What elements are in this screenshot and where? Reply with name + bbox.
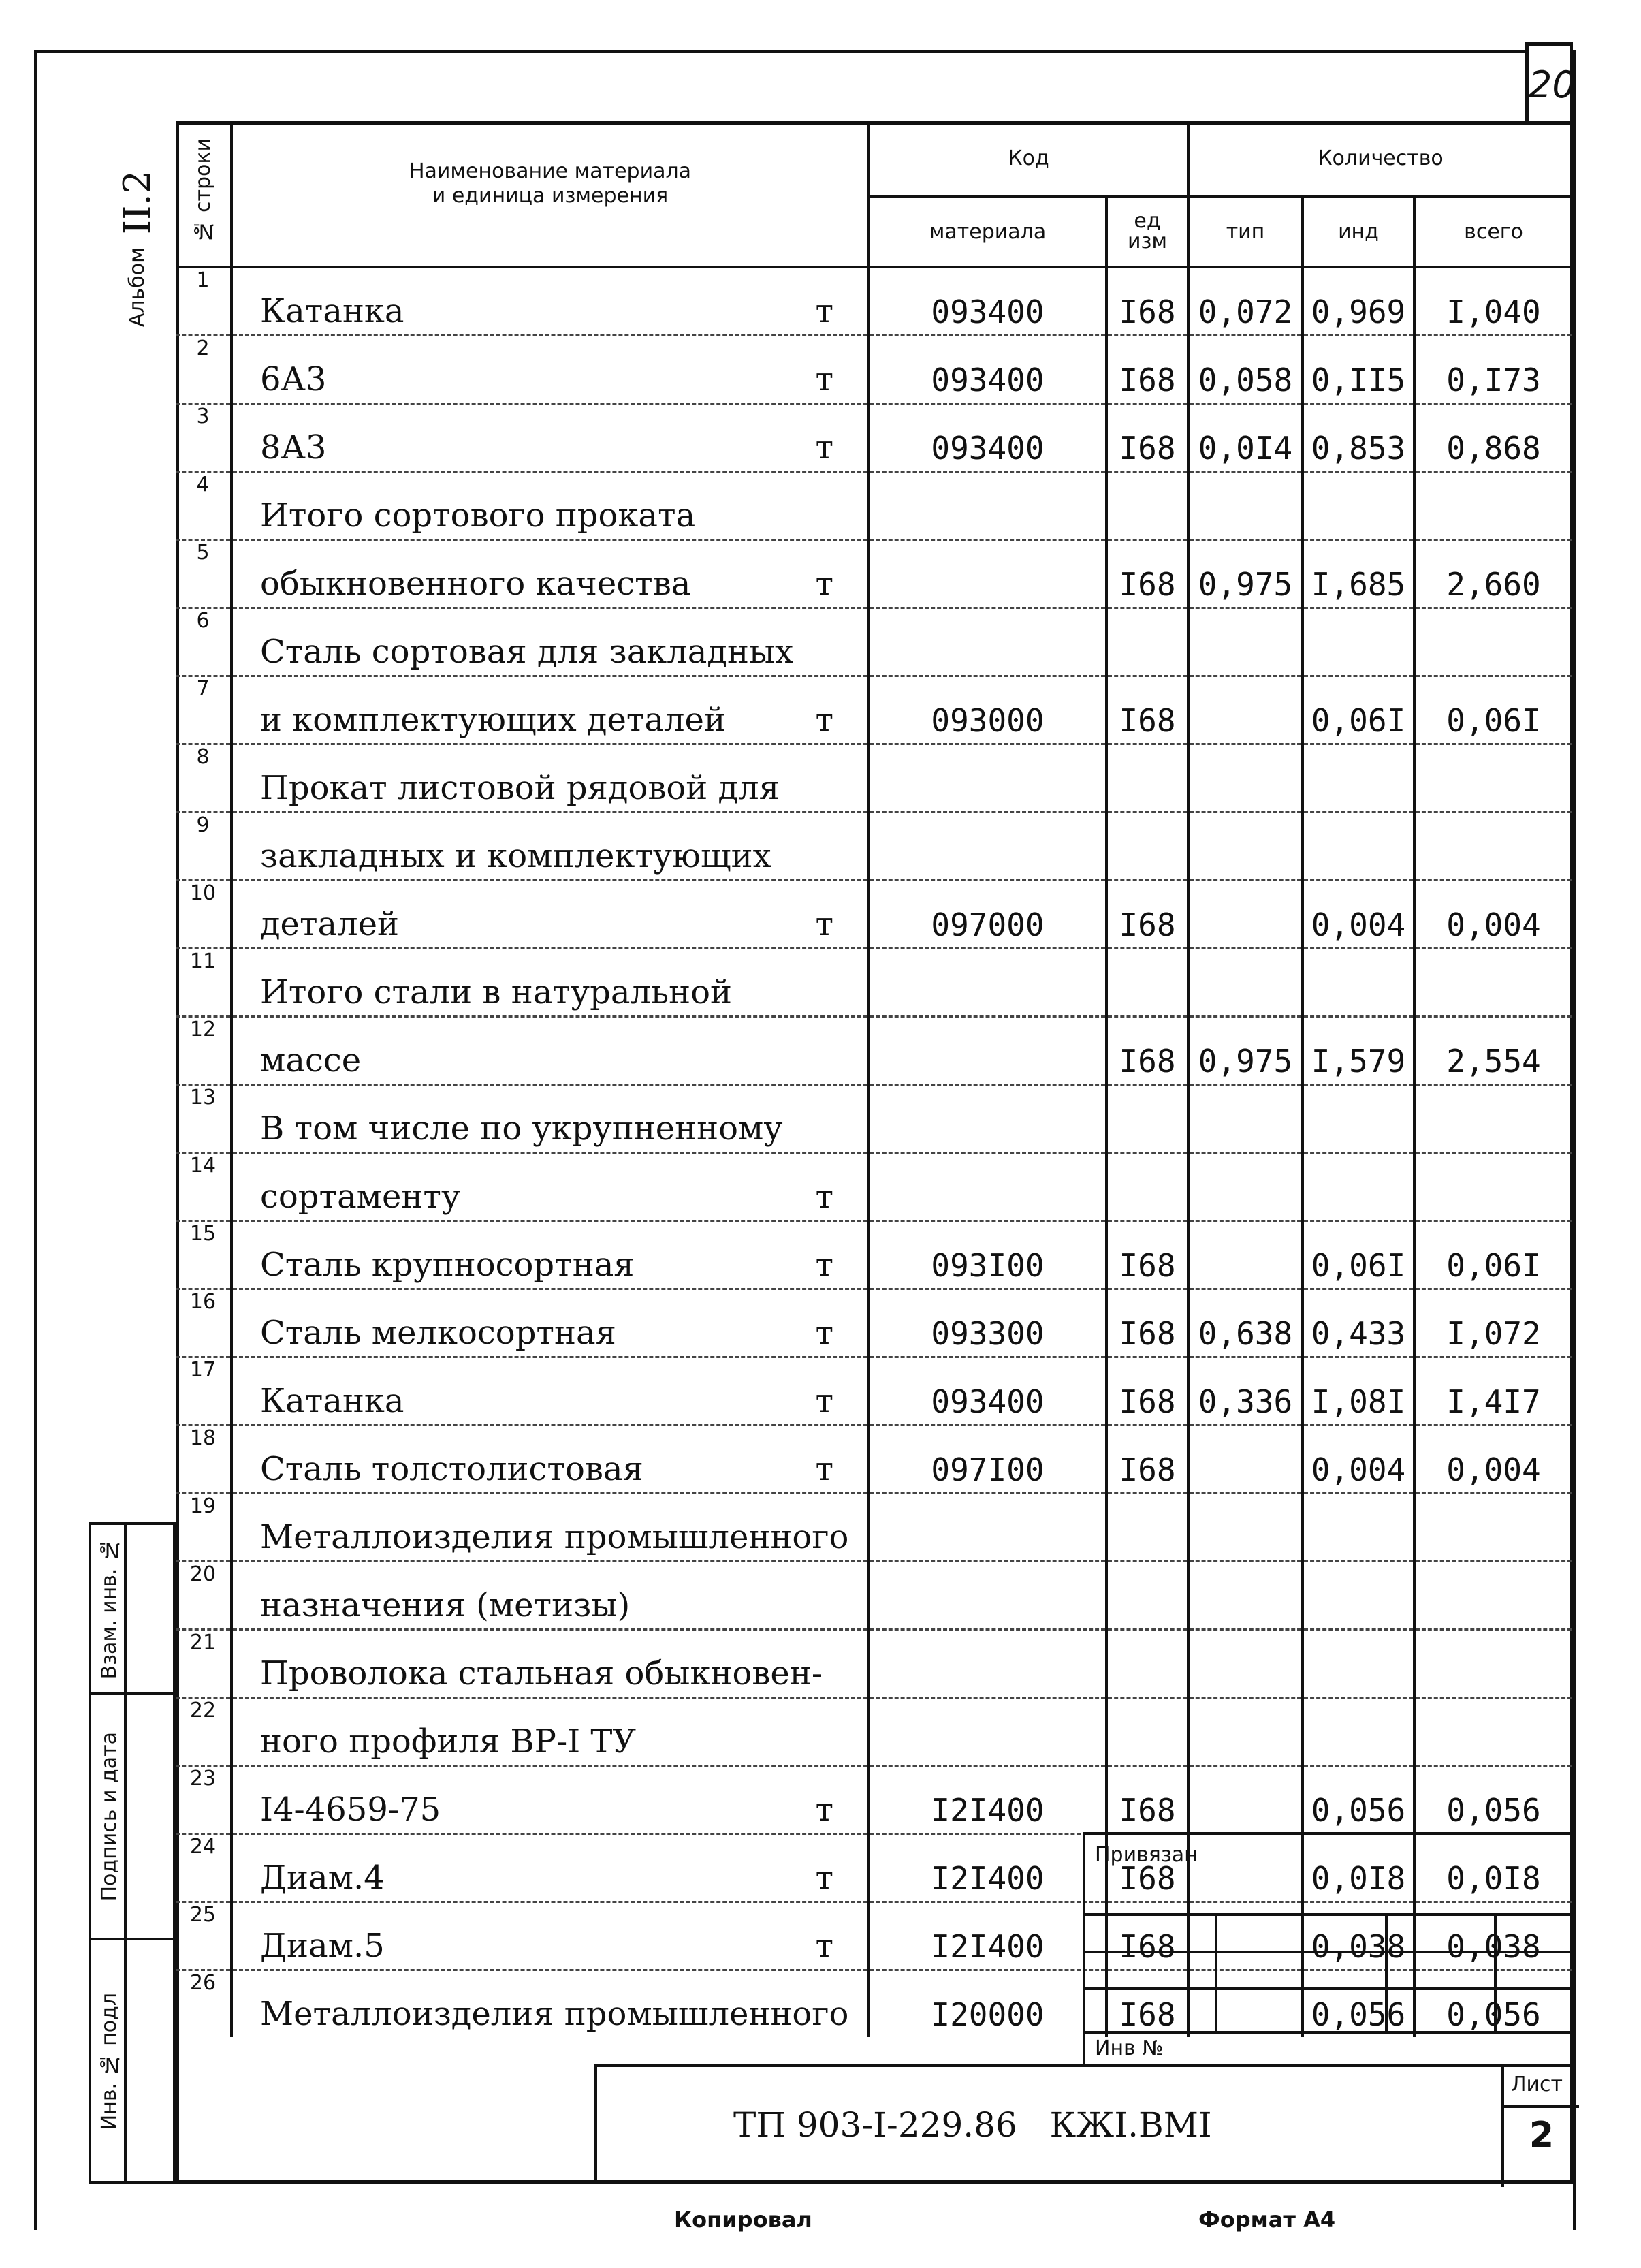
material-unit: т [815,1859,833,1897]
table-row [176,676,1573,744]
unit-code [1106,1494,1188,1562]
material-code: 093400 [869,336,1106,404]
material-name [232,1357,869,1426]
unit-code: I68 [1106,540,1188,608]
row-number: 16 [176,1289,232,1357]
material-code [869,744,1106,813]
material-code [869,1017,1106,1085]
privyazan-label: Привязан [1095,1843,1198,1867]
row-number: 26 [176,1970,232,2038]
material-code [869,608,1106,676]
row-number: 20 [176,1562,232,1630]
qty-typ [1188,1426,1303,1494]
material-code: 093300 [869,1289,1106,1357]
qty-total [1414,1153,1573,1221]
qty-ind [1303,1698,1414,1766]
qty-typ [1188,1085,1303,1153]
material-code: I2I400 [869,1834,1106,1902]
qty-ind: 0,056 [1303,1766,1414,1834]
designation-block [594,2064,1573,2184]
material-unit: т [815,1382,833,1420]
header-qty-typ: тип [1188,196,1303,267]
side-cell-podpis [91,1695,173,1940]
material-name-text: назначения (метизы) [260,1586,631,1624]
qty-total: I,4I7 [1414,1357,1573,1426]
unit-code: I68 [1106,1017,1188,1085]
unit-code [1106,1085,1188,1153]
side-label-podpis: Подпись и дата [97,1731,121,1902]
header-name: Наименование материала и единица измерения [232,121,869,267]
qty-ind [1303,1494,1414,1562]
document-designation: ТП 903-I-229.86 КЖI.ВМI [733,2105,1212,2145]
material-name-text: Металлоизделия промышленного [260,1995,849,2033]
qty-total: 2,554 [1414,1017,1573,1085]
qty-ind: 0,056 [1303,1970,1414,2038]
row-number: 14 [176,1153,232,1221]
inv-no-label: Инв № [1095,2036,1164,2060]
unit-code: I68 [1106,1221,1188,1289]
material-name-text: Катанка [260,292,404,330]
header-qty-total: всего [1414,196,1573,267]
material-code [869,1153,1106,1221]
qty-total [1414,1698,1573,1766]
row-number: 17 [176,1357,232,1426]
qty-ind [1303,608,1414,676]
qty-typ [1188,1698,1303,1766]
material-name-text: Итого стали в натуральной [260,973,732,1011]
material-name [232,1426,869,1494]
material-unit: т [815,1178,833,1216]
qty-total: I,040 [1414,267,1573,336]
unit-code: I68 [1106,676,1188,744]
material-name [232,1494,869,1562]
table-row [176,472,1573,540]
table-row [176,1017,1573,1085]
material-unit: т [815,1246,833,1284]
qty-total [1414,1085,1573,1153]
table-row [176,949,1573,1017]
header-code-group: Код [869,121,1188,196]
top-border-line [34,50,1525,53]
material-name-text: Прокат листовой рядовой для [260,769,780,807]
material-code [869,1494,1106,1562]
material-name-text: Катанка [260,1382,404,1420]
unit-code: I68 [1106,1426,1188,1494]
material-name-text: обыкновенного качества [260,565,691,603]
qty-typ [1188,1766,1303,1834]
table-row [176,404,1573,472]
qty-total [1414,949,1573,1017]
material-name-text: деталей [260,905,400,943]
row-number: 1 [176,267,232,336]
unit-code: I68 [1106,336,1188,404]
header-row-no: № строки [176,121,232,267]
row-number: 3 [176,404,232,472]
qty-total: 0,06I [1414,676,1573,744]
unit-code: I68 [1106,1970,1188,2038]
material-code [869,540,1106,608]
qty-typ [1188,744,1303,813]
material-name-text: В том числе по укрупненному [260,1109,783,1148]
material-code: 093400 [869,404,1106,472]
row-number: 12 [176,1017,232,1085]
qty-typ: 0,0I4 [1188,404,1303,472]
material-name-text: Сталь сортовая для закладных [260,633,794,671]
material-unit: т [815,428,833,467]
qty-ind [1303,1562,1414,1630]
material-unit: т [815,1314,833,1352]
qty-ind: I,579 [1303,1017,1414,1085]
side-approval-strip [89,1522,176,2184]
album-number: II.2 [116,170,159,235]
qty-typ [1188,1562,1303,1630]
material-code [869,1562,1106,1630]
row-number: 15 [176,1221,232,1289]
header-code-material: материала [869,196,1106,267]
material-code [869,813,1106,881]
qty-ind: 0,II5 [1303,336,1414,404]
material-unit: т [815,1791,833,1829]
qty-total [1414,744,1573,813]
table-row [176,1698,1573,1766]
table-row [176,1766,1573,1834]
qty-total: 0,038 [1414,1902,1573,1970]
material-name [232,676,869,744]
material-name [232,1630,869,1698]
unit-code: I68 [1106,267,1188,336]
material-name [232,267,869,336]
material-name [232,949,869,1017]
album-label: Альбом II.2 [116,170,159,328]
table-row [176,1289,1573,1357]
material-name-text: Металлоизделия промышленного [260,1518,849,1556]
material-name [232,1970,869,2038]
qty-ind: 0,0I8 [1303,1834,1414,1902]
list-value: 2 [1529,2115,1555,2156]
row-number: 4 [176,472,232,540]
header-qty-ind: инд [1303,196,1414,267]
qty-ind: 0,004 [1303,1426,1414,1494]
qty-total: 0,004 [1414,881,1573,949]
qty-typ: 0,975 [1188,540,1303,608]
row-number: 19 [176,1494,232,1562]
qty-typ [1188,676,1303,744]
material-name [232,744,869,813]
material-name [232,1902,869,1970]
material-code [869,1698,1106,1766]
side-cell-inv [91,1940,173,2182]
qty-ind [1303,1153,1414,1221]
material-code [869,1630,1106,1698]
material-unit: т [815,1450,833,1488]
footer-format: Формат А4 [1198,2207,1336,2233]
material-unit: т [815,701,833,739]
qty-total [1414,1562,1573,1630]
qty-ind: I,08I [1303,1357,1414,1426]
material-name [232,1153,869,1221]
material-code: 093I00 [869,1221,1106,1289]
material-name-text: закладных и комплектующих [260,837,771,875]
qty-total [1414,1494,1573,1562]
qty-ind [1303,813,1414,881]
qty-total [1414,813,1573,881]
material-name-text: Проволока стальная обыкновен- [260,1654,823,1692]
qty-ind: 0,004 [1303,881,1414,949]
material-name-text: и комплектующих деталей [260,701,726,739]
qty-total [1414,472,1573,540]
materials-table [176,121,1574,2037]
unit-code [1106,472,1188,540]
material-code: 097I00 [869,1426,1106,1494]
material-name-text: 8А3 [260,428,327,467]
material-name [232,404,869,472]
qty-typ [1188,881,1303,949]
privyazan-block [1083,1832,1573,2064]
qty-ind: 0,969 [1303,267,1414,336]
qty-ind: 0,038 [1303,1902,1414,1970]
row-number: 8 [176,744,232,813]
qty-total: 0,0I8 [1414,1834,1573,1902]
material-name [232,1221,869,1289]
material-unit: т [815,360,833,398]
material-code: 093000 [869,676,1106,744]
qty-total: I,072 [1414,1289,1573,1357]
row-number: 2 [176,336,232,404]
row-number: 24 [176,1834,232,1902]
material-name [232,472,869,540]
qty-typ [1188,1221,1303,1289]
list-label: Лист [1511,2073,1563,2096]
material-name [232,1834,869,1902]
footer-copied: Копировал [674,2207,812,2233]
material-name-text: массе [260,1041,362,1080]
header-code-unit: ед изм [1106,196,1188,267]
qty-ind: 0,433 [1303,1289,1414,1357]
table-row [176,1494,1573,1562]
qty-total [1414,1630,1573,1698]
material-code [869,1085,1106,1153]
material-name-text: ного профиля ВР-I ТУ [260,1722,637,1761]
material-name-text: Диам.5 [260,1927,385,1965]
side-label-vzam: Взам. инв. № [97,1538,121,1680]
row-number: 11 [176,949,232,1017]
material-code: I2I400 [869,1902,1106,1970]
left-border-line [34,50,37,2230]
material-code: 097000 [869,881,1106,949]
material-name [232,881,869,949]
qty-typ [1188,1494,1303,1562]
side-label-inv: Инв. № подл [97,1992,121,2130]
material-name-text: Сталь крупносортная [260,1246,635,1284]
material-code: 093400 [869,267,1106,336]
unit-code: I68 [1106,1902,1188,1970]
material-name [232,1085,869,1153]
qty-ind [1303,472,1414,540]
material-unit: т [815,292,833,330]
unit-code [1106,1698,1188,1766]
table-row [176,744,1573,813]
qty-typ [1188,1153,1303,1221]
table-row [176,540,1573,608]
row-number: 6 [176,608,232,676]
qty-total: 0,056 [1414,1970,1573,2038]
row-number: 13 [176,1085,232,1153]
side-cell-vzam [91,1525,173,1695]
material-name [232,813,869,881]
material-name-text: сортаменту [260,1178,461,1216]
qty-typ [1188,608,1303,676]
material-name-text: Итого сортового проката [260,497,696,535]
qty-typ [1188,472,1303,540]
row-number: 5 [176,540,232,608]
qty-ind: 0,853 [1303,404,1414,472]
qty-total: 0,06I [1414,1221,1573,1289]
qty-ind [1303,744,1414,813]
material-name [232,1289,869,1357]
material-name [232,1766,869,1834]
material-name [232,336,869,404]
table-row [176,1221,1573,1289]
qty-ind [1303,949,1414,1017]
material-name [232,1017,869,1085]
material-unit: т [815,905,833,943]
qty-ind: 0,06I [1303,1221,1414,1289]
material-name-text: Сталь мелкосортная [260,1314,616,1352]
qty-total: 0,004 [1414,1426,1573,1494]
unit-code [1106,608,1188,676]
unit-code [1106,949,1188,1017]
unit-code [1106,1630,1188,1698]
material-code: I2I400 [869,1766,1106,1834]
table-row [176,267,1573,336]
qty-typ: 0,058 [1188,336,1303,404]
material-name-text: 6А3 [260,360,327,398]
qty-typ [1188,813,1303,881]
header-qty-group: Количество [1188,121,1573,196]
table-row [176,608,1573,676]
qty-ind: 0,06I [1303,676,1414,744]
unit-code [1106,1153,1188,1221]
unit-code: I68 [1106,1357,1188,1426]
material-name [232,608,869,676]
row-number: 22 [176,1698,232,1766]
table-row [176,1357,1573,1426]
material-name-text: Сталь толстолистовая [260,1450,643,1488]
row-number: 10 [176,881,232,949]
qty-typ [1188,1630,1303,1698]
row-number: 21 [176,1630,232,1698]
table-row [176,336,1573,404]
table-row [176,1630,1573,1698]
qty-total: 0,056 [1414,1766,1573,1834]
qty-ind [1303,1085,1414,1153]
table-row [176,1085,1573,1153]
row-number: 25 [176,1902,232,1970]
qty-typ: 0,975 [1188,1017,1303,1085]
table-row [176,1426,1573,1494]
material-code [869,949,1106,1017]
row-number: 9 [176,813,232,881]
table-row [176,813,1573,881]
unit-code: I68 [1106,1289,1188,1357]
qty-ind: I,685 [1303,540,1414,608]
material-name [232,1698,869,1766]
material-code [869,472,1106,540]
qty-typ: 0,336 [1188,1357,1303,1426]
table-row [176,1153,1573,1221]
material-code: 093400 [869,1357,1106,1426]
material-name [232,540,869,608]
unit-code: I68 [1106,881,1188,949]
material-name-text: I4-4659-75 [260,1791,441,1829]
material-unit: т [815,565,833,603]
qty-total: 0,I73 [1414,336,1573,404]
unit-code [1106,744,1188,813]
unit-code: I68 [1106,1766,1188,1834]
table-row [176,1562,1573,1630]
row-number: 7 [176,676,232,744]
material-name-text: Диам.4 [260,1859,385,1897]
material-code: I20000 [869,1970,1106,2038]
table-row [176,881,1573,949]
row-number: 18 [176,1426,232,1494]
qty-total: 0,868 [1414,404,1573,472]
qty-typ [1188,949,1303,1017]
qty-total [1414,608,1573,676]
unit-code: I68 [1106,404,1188,472]
unit-code [1106,1562,1188,1630]
row-number: 23 [176,1766,232,1834]
unit-code: I68 [1106,1834,1188,1902]
qty-typ: 0,072 [1188,267,1303,336]
unit-code [1106,813,1188,881]
material-name [232,1562,869,1630]
sheet-number: 20 [1525,42,1573,121]
qty-ind [1303,1630,1414,1698]
qty-total: 2,660 [1414,540,1573,608]
material-unit: т [815,1927,833,1965]
qty-typ: 0,638 [1188,1289,1303,1357]
